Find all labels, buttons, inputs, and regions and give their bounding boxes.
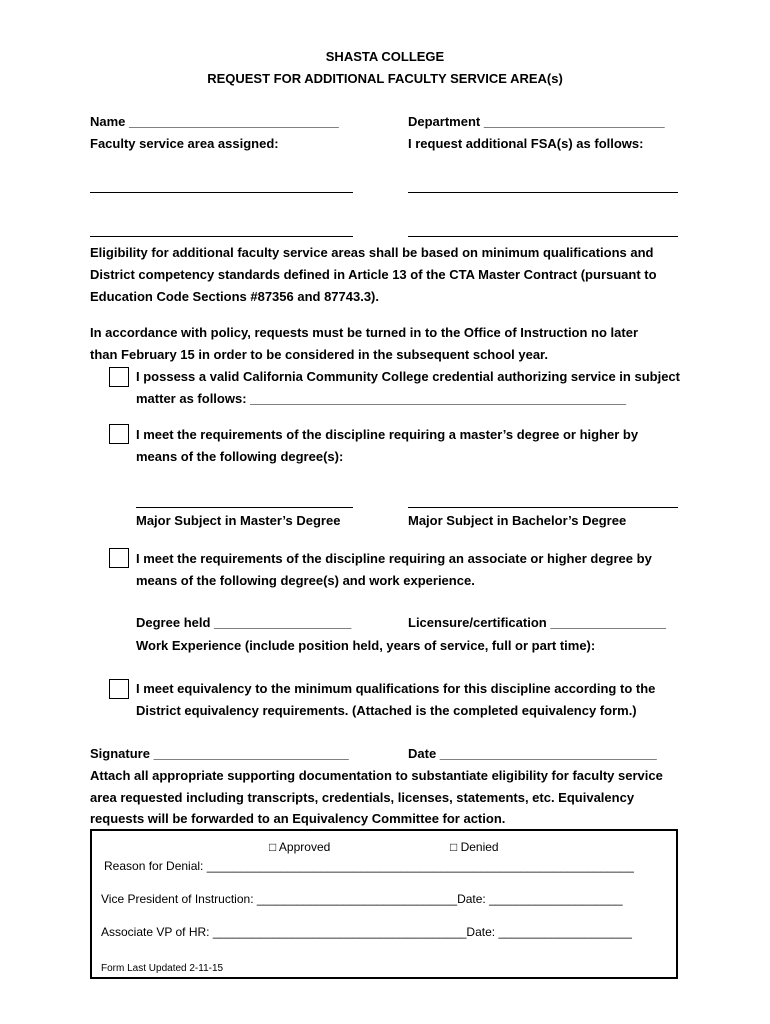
associate-text: I meet the requirements of the discipline requiring an associate or higher degree by (136, 551, 652, 566)
approved-option[interactable]: □ Approved (269, 840, 331, 854)
associate-text: means of the following degree(s) and work experience. (136, 573, 475, 588)
major-bachelors-label: Major Subject in Bachelor’s Degree (408, 513, 627, 528)
work-experience-label: Work Experience (include position held, years of service, full or part time): (136, 638, 596, 653)
policy-text: In accordance with policy, requests must be turned in to the Office of Instruction no later (90, 325, 638, 340)
fsa-request-line-1[interactable] (408, 192, 678, 193)
fsa-assigned-line-1[interactable] (90, 192, 353, 193)
fsa-request-line-2[interactable] (408, 236, 678, 237)
equivalency-text: I meet equivalency to the minimum qualifications for this discipline according to the (136, 681, 656, 696)
licensure-field[interactable]: Licensure/certification ________________ (408, 615, 667, 630)
masters-subject-line[interactable] (136, 507, 353, 508)
masters-text: means of the following degree(s): (136, 449, 344, 464)
eligibility-text: District competency standards defined in Article 13 of the CTA Master Contract (pursuant to (90, 267, 657, 282)
credential-checkbox[interactable] (109, 367, 129, 387)
major-masters-label: Major Subject in Master’s Degree (136, 513, 341, 528)
denial-reason-field[interactable]: Reason for Denial: ________________________________________________________________ (104, 859, 634, 873)
associate-checkbox[interactable] (109, 548, 129, 568)
form-title: REQUEST FOR ADDITIONAL FACULTY SERVICE AREA(s) (207, 71, 563, 86)
eligibility-text: Eligibility for additional faculty service areas shall be based on minimum qualifications and (90, 245, 654, 260)
form-updated-note: Form Last Updated 2-11-15 (101, 963, 224, 974)
vp-instruction-field[interactable]: Vice President of Instruction: ______________________________Date: ____________________ (101, 892, 623, 906)
equivalency-text: District equivalency requirements. (Attached is the completed equivalency form.) (136, 703, 637, 718)
attach-text: area requested including transcripts, credentials, licenses, statements, etc. Equivalency (90, 790, 635, 805)
credential-text: I possess a valid California Community College credential authorizing service in subject (136, 369, 680, 384)
fsa-assigned-label: Faculty service area assigned: (90, 136, 279, 151)
office-use-box (90, 829, 678, 979)
credential-subject-field[interactable]: matter as follows: ____________________________________________________ (136, 391, 627, 406)
masters-checkbox[interactable] (109, 424, 129, 444)
signature-field[interactable]: Signature ___________________________ (90, 746, 349, 761)
name-field[interactable]: Name _____________________________ (90, 114, 339, 129)
equivalency-checkbox[interactable] (109, 679, 129, 699)
degree-held-field[interactable]: Degree held ___________________ (136, 615, 352, 630)
eligibility-text: Education Code Sections #87356 and 87743.3). (90, 289, 380, 304)
department-field[interactable]: Department _________________________ (408, 114, 665, 129)
college-name: SHASTA COLLEGE (325, 49, 445, 64)
attach-text: requests will be forwarded to an Equivalency Committee for action. (90, 811, 506, 826)
policy-text: than February 15 in order to be considered in the subsequent school year. (90, 347, 548, 362)
vp-hr-field[interactable]: Associate VP of HR: ______________________________________Date: ____________________ (101, 925, 632, 939)
date-field[interactable]: Date ______________________________ (408, 746, 657, 761)
attach-text: Attach all appropriate supporting documentation to substantiate eligibility for faculty service (90, 768, 663, 783)
fsa-assigned-line-2[interactable] (90, 236, 353, 237)
bachelors-subject-line[interactable] (408, 507, 678, 508)
denied-option[interactable]: □ Denied (450, 840, 499, 854)
fsa-request-label: I request additional FSA(s) as follows: (408, 136, 644, 151)
masters-text: I meet the requirements of the discipline requiring a master’s degree or higher by (136, 427, 639, 442)
